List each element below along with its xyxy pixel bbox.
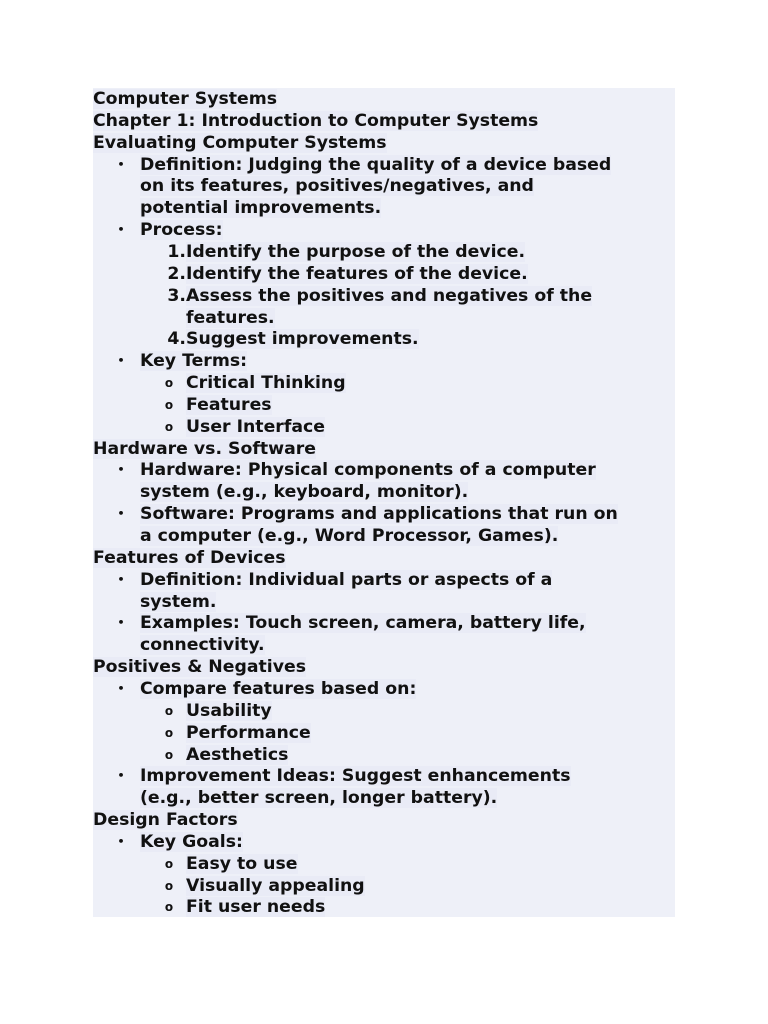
- bullet-marker: •: [117, 572, 125, 586]
- step-text: features.: [186, 307, 275, 328]
- step-number: 4.: [167, 329, 186, 350]
- step-text: Identify the features of the device.: [186, 263, 528, 284]
- document-title: Computer Systems: [93, 89, 278, 109]
- bullet-text: on its features, positives/negatives, and: [140, 176, 534, 197]
- bullet-text: Process:: [140, 220, 223, 241]
- sub-item-text: Aesthetics: [186, 744, 289, 765]
- bullet-text: system.: [140, 591, 217, 612]
- bullet-text: Definition: Individual parts or aspects of a: [140, 569, 553, 590]
- section-heading: Design Factors: [93, 810, 238, 831]
- bullet-text: system (e.g., keyboard, monitor).: [140, 482, 469, 503]
- step-text: Assess the positives and negatives of the: [186, 285, 593, 306]
- step-text: Identify the purpose of the device.: [186, 241, 526, 262]
- bullet-text: Examples: Touch screen, camera, battery life,: [140, 613, 586, 634]
- bullet-marker: •: [117, 354, 125, 368]
- sub-item-text: Usability: [186, 700, 272, 721]
- section-heading: Features of Devices: [93, 547, 286, 568]
- sub-item-text: Visually appealing: [186, 875, 365, 896]
- section-heading: Positives & Negatives: [93, 657, 306, 678]
- sub-bullet-marker: o: [164, 900, 174, 915]
- bullet-text: Software: Programs and applications that run on: [140, 504, 618, 525]
- chapter-title: Chapter 1: Introduction to Computer Systems: [93, 110, 539, 131]
- bullet-marker: •: [117, 681, 125, 695]
- sub-bullet-marker: o: [164, 419, 174, 434]
- step-text: Suggest improvements.: [186, 329, 419, 350]
- sub-item-text: Fit user needs: [186, 897, 326, 918]
- bullet-marker: •: [117, 463, 125, 477]
- sub-item-text: User Interface: [186, 416, 325, 437]
- bullet-marker: •: [117, 507, 125, 521]
- step-number: 3.: [167, 285, 186, 306]
- sub-item-text: Easy to use: [186, 853, 298, 874]
- bullet-text: Compare features based on:: [140, 678, 417, 699]
- section-heading: Evaluating Computer Systems: [93, 132, 387, 153]
- bullet-marker: •: [117, 616, 125, 630]
- sub-bullet-marker: o: [164, 747, 174, 762]
- sub-item-text: Performance: [186, 722, 311, 743]
- bullet-text: Hardware: Physical components of a computer: [140, 460, 596, 481]
- bullet-text: Key Terms:: [140, 351, 248, 372]
- bullet-text: (e.g., better screen, longer battery).: [140, 788, 498, 809]
- bullet-marker: •: [117, 223, 125, 237]
- section-heading: Hardware vs. Software: [93, 438, 317, 459]
- sub-item-text: Critical Thinking: [186, 373, 346, 394]
- bullet-text: Key Goals:: [140, 831, 243, 852]
- sub-bullet-marker: o: [164, 856, 174, 871]
- bullet-marker: •: [117, 769, 125, 783]
- bullet-text: connectivity.: [140, 635, 265, 656]
- bullet-text: potential improvements.: [140, 198, 382, 219]
- sub-bullet-marker: o: [164, 725, 174, 740]
- step-number: 2.: [167, 263, 186, 284]
- step-number: 1.: [167, 241, 186, 262]
- sub-bullet-marker: o: [164, 376, 174, 391]
- sub-bullet-marker: o: [164, 703, 174, 718]
- sub-bullet-marker: o: [164, 878, 174, 893]
- sub-item-text: Features: [186, 394, 272, 415]
- bullet-text: Improvement Ideas: Suggest enhancements: [140, 766, 571, 787]
- bullet-marker: •: [117, 157, 125, 171]
- bullet-text: Definition: Judging the quality of a device based: [140, 154, 612, 175]
- bullet-text: a computer (e.g., Word Processor, Games).: [140, 526, 559, 546]
- bullet-marker: •: [117, 834, 125, 848]
- sub-bullet-marker: o: [164, 397, 174, 412]
